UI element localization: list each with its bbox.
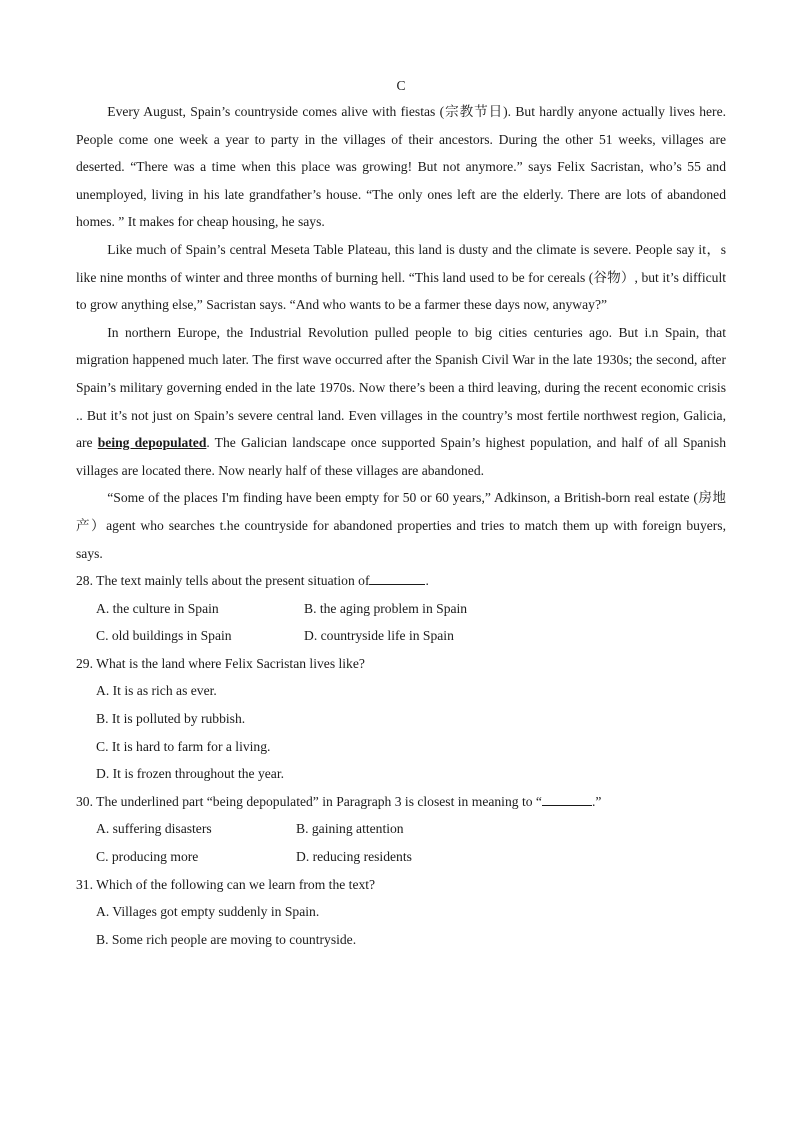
question-30 (76, 788, 726, 871)
option-d: D. countryside life in Spain (304, 628, 454, 644)
question-30-options-row-2 (96, 843, 726, 871)
question-30-stem: 30. The underlined part “being depopulated” in Paragraph 3 is closest in meaning to “ .” (76, 788, 726, 816)
option-a: A. the culture in Spain (96, 600, 219, 616)
option-d: D. reducing residents (296, 849, 412, 865)
paragraph-3-text-after: . The Galician landscape once supported Spain’s highest population, and half of all Spanish villages are located there. Now nearly half of these villages are abandoned. (76, 435, 726, 478)
option-b: B. Some rich people are moving to countryside. (96, 931, 357, 947)
answer-blank (369, 570, 425, 585)
exam-page (76, 76, 726, 953)
paragraph-3 (76, 319, 726, 485)
question-28-options-row-1 (96, 595, 726, 623)
question-28-stem: 28. The text mainly tells about the present situation of . (76, 567, 726, 595)
underlined-phrase: being depopulated (97, 435, 207, 451)
option-a: A. suffering disasters (96, 821, 212, 837)
paragraph-3-text-before: In northern Europe, the Industrial Revolution pulled people to big cities centuries ago. But i.n Spain, that migration happened much later. The first wave occurred after the Spanish Civil War in the late 1930s; the second, after Spain’s military governing ended in the late 1970s. Now there’s been a third leaving, during the recent economic crisis .. But it’s not just on Spain’s severe central land. Even villages in the country’s most fertile northwest region, Galicia, are (76, 324, 726, 451)
paragraph-1: Every August, Spain’s countryside comes alive with fiestas (宗教节日). But hardly anyone actually lives here. People come one week a year to party in the villages of their ancestors. During the other 51 weeks, villages are deserted. “There was a time when this place was growing! But not anymore.” says Felix Sacristan, who’s 55 and unemployed, living in his late grandfather’s house. “The only ones left are the elderly. There are lots of abandoned homes. ” It makes for cheap housing, he says. (76, 104, 726, 230)
paragraph-2: Like much of Spain’s central Meseta Table Plateau, this land is dusty and the climate is severe. People say it，s like nine months of winter and three months of burning hell. “This land used to be for cereals (谷物）, but it’s difficult to grow anything else,” Sacristan says. “And who wants to be a farmer these days now, anyway?” (76, 241, 726, 313)
question-29 (76, 650, 726, 788)
question-30-options-row-1 (96, 815, 726, 843)
section-label: C (396, 78, 406, 93)
question-28 (76, 567, 726, 650)
option-d: D. It is frozen throughout the year. (96, 766, 284, 782)
question-28-options-row-2 (96, 622, 726, 650)
option-b: B. It is polluted by rubbish. (96, 711, 246, 727)
option-a: A. It is as rich as ever. (96, 683, 217, 699)
question-29-stem: 29. What is the land where Felix Sacristan lives like? (76, 655, 365, 671)
option-b: B. gaining attention (296, 821, 404, 837)
option-b: B. the aging problem in Spain (304, 600, 468, 616)
option-a: A. Villages got empty suddenly in Spain. (96, 904, 320, 920)
paragraph-4: “Some of the places I'm finding have been empty for 50 or 60 years,” Adkinson, a British-born real estate (房地产）agent who searches t.he countryside for abandoned properties and tries to match them up with foreign buyers, says. (76, 490, 726, 561)
option-c: C. producing more (96, 849, 199, 865)
question-31 (76, 871, 726, 954)
answer-blank (542, 791, 592, 806)
reading-passage (76, 98, 726, 567)
option-c: C. It is hard to farm for a living. (96, 738, 271, 754)
question-31-stem: 31. Which of the following can we learn from the text? (76, 876, 376, 892)
option-c: C. old buildings in Spain (96, 628, 232, 644)
